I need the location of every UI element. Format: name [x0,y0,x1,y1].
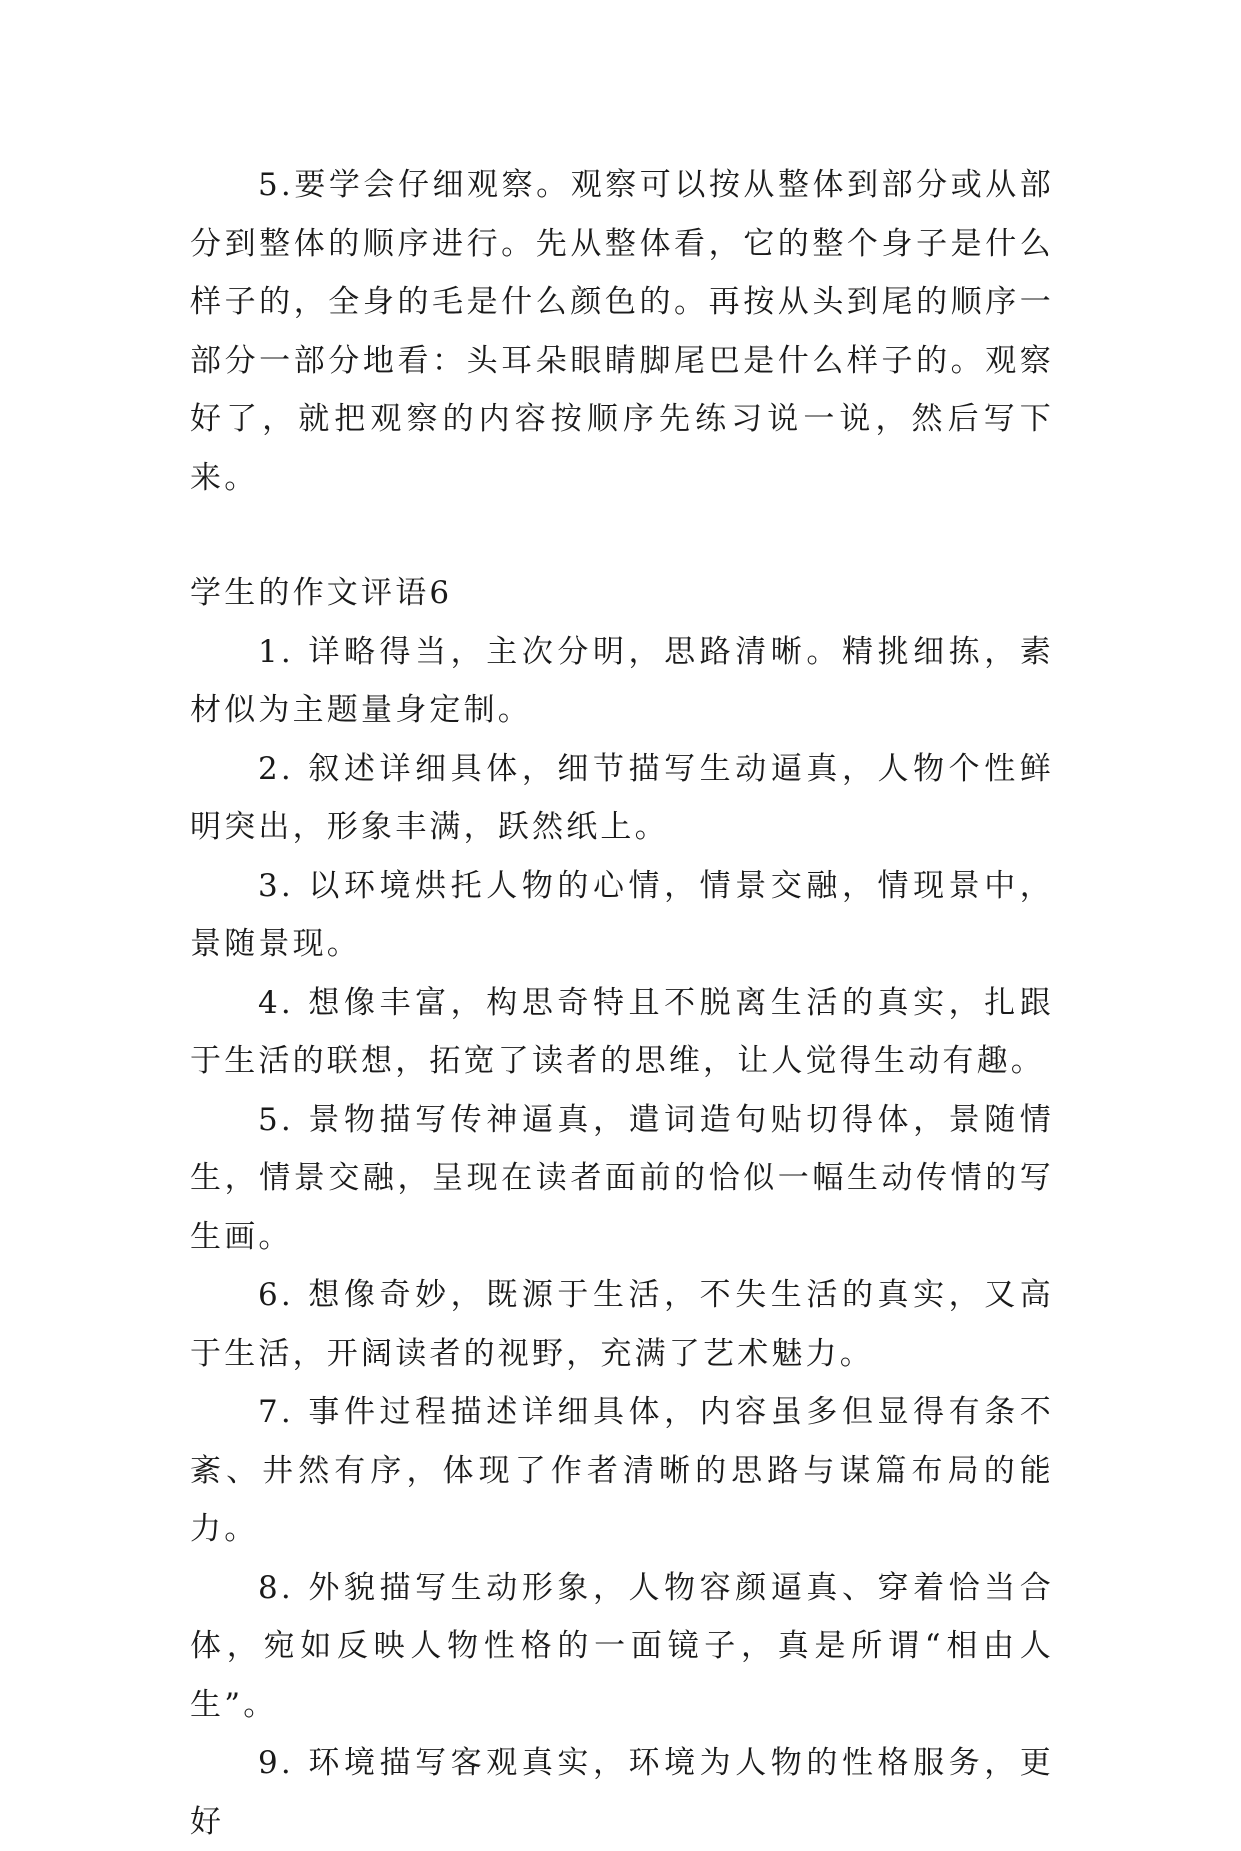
comment-item-6: 6. 想像奇妙，既源于生活，不失生活的真实，又高于生活，开阔读者的视野，充满了艺术魅力。 [190,1277,1054,1372]
comment-item-9: 9. 环境描写客观真实，环境为人物的性格服务，更好 [190,1745,1054,1840]
comment-item-2: 2. 叙述详细具体，细节描写生动逼真，人物个性鲜明突出，形象丰满，跃然纸上。 [190,750,1054,845]
intro-paragraph: 5.要学会仔细观察。观察可以按从整体到部分或从部分到整体的顺序进行。先从整体看，它的整个身子是什么样子的，全身的毛是什么颜色的。再按从头到尾的顺序一部分一部分地看：头耳朵眼睛脚尾巴是什么样子的。观察好了，就把观察的内容按顺序先练习说一说，然后写下来。 [190,167,1054,496]
comment-item-3: 3. 以环境烘托人物的心情，情景交融，情现景中，景随景现。 [190,867,1054,962]
comment-item-8: 8. 外貌描写生动形象，人物容颜逼真、穿着恰当合体，宛如反映人物性格的一面镜子，真是所谓“相由人生”。 [190,1569,1054,1723]
comment-item-4: 4. 想像丰富，构思奇特且不脱离生活的真实，扎跟于生活的联想，拓宽了读者的思维，让人觉得生动有趣。 [190,984,1054,1079]
comment-item-1: 1. 详略得当，主次分明，思路清晰。精挑细拣，素材似为主题量身定制。 [190,633,1054,728]
comment-item-7: 7. 事件过程描述详细具体，内容虽多但显得有条不紊、井然有序，体现了作者清晰的思路与谋篇布局的能力。 [190,1394,1054,1547]
comment-item-5: 5. 景物描写传神逼真，遣词造句贴切得体，景随情生，情景交融，呈现在读者面前的恰似一幅生动传情的写生画。 [190,1101,1054,1255]
document-body [190,156,1054,1851]
section-heading: 学生的作文评语6 [190,575,453,611]
